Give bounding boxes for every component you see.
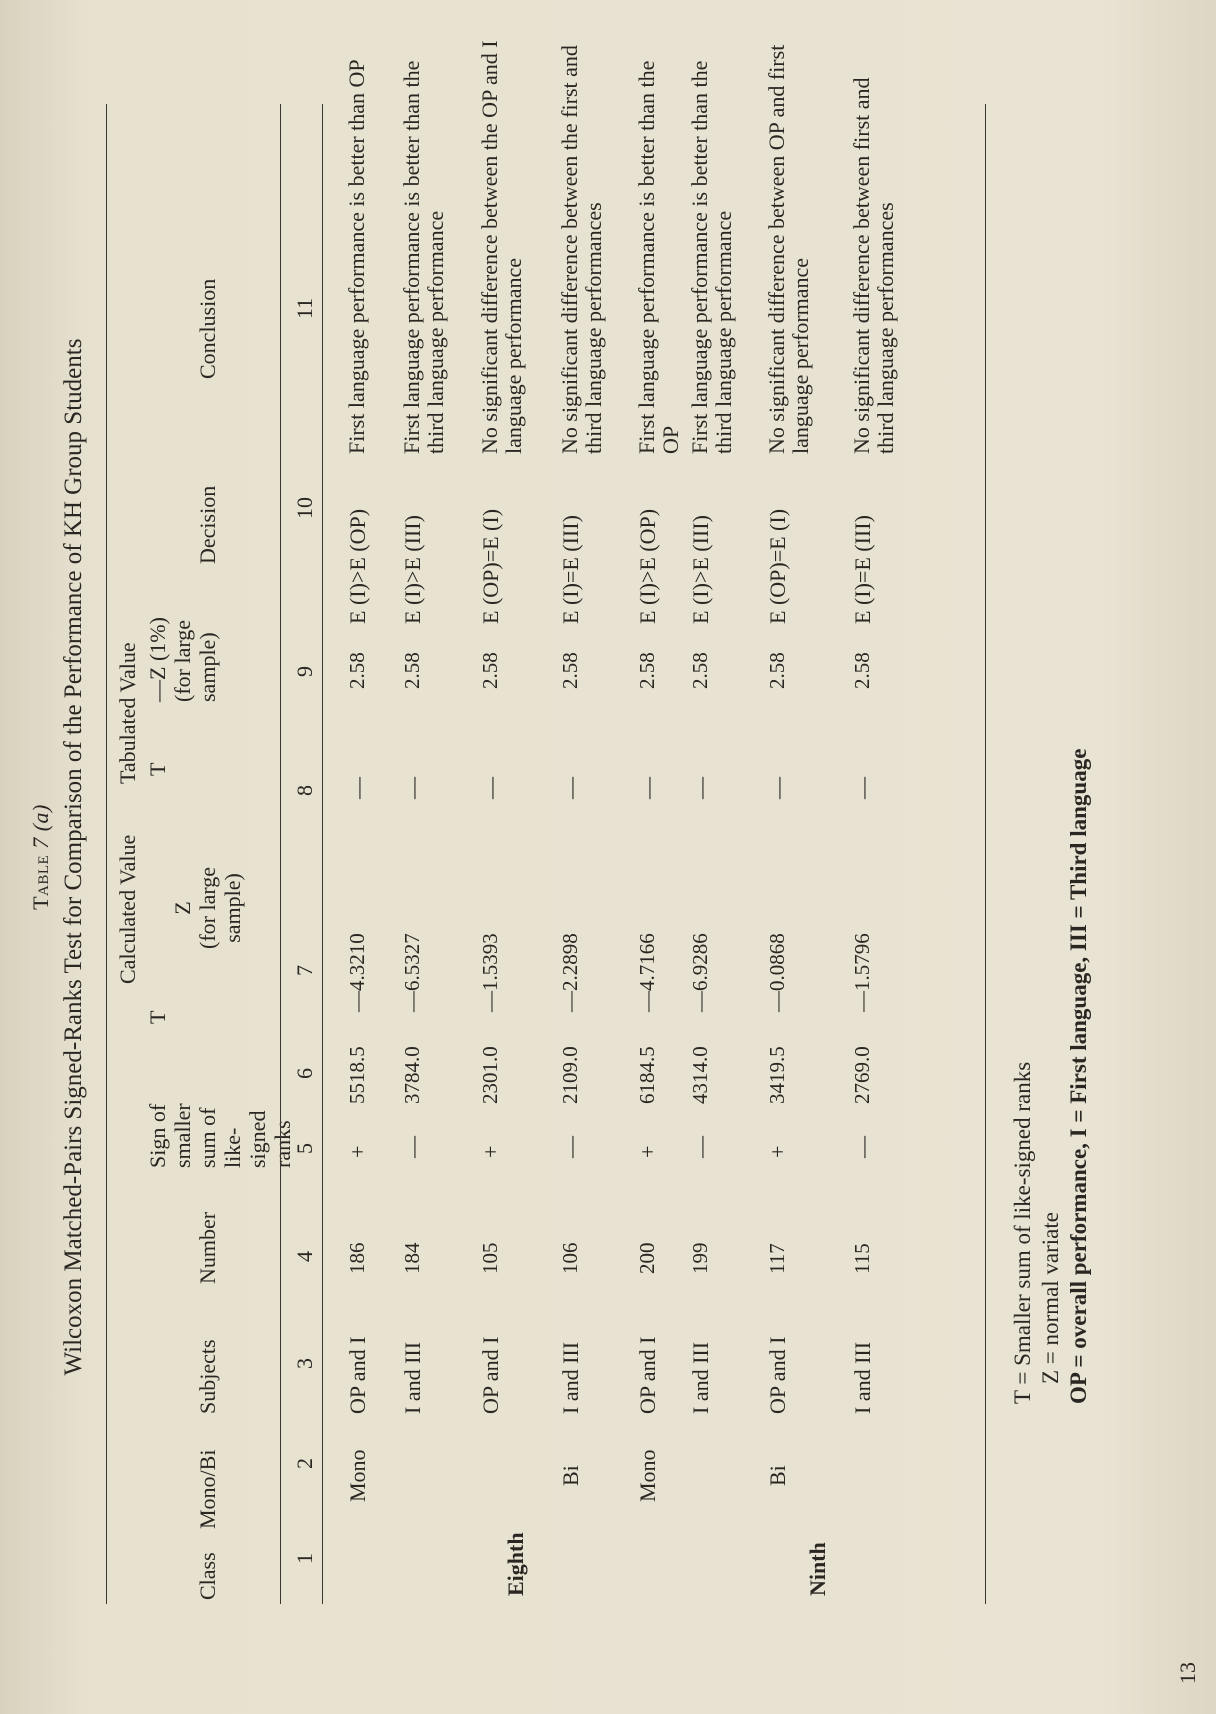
cell-t-tab: — <box>850 777 875 799</box>
cell-t: 4314.0 <box>688 1046 712 1104</box>
column-number: 11 <box>292 297 317 319</box>
cell-conclusion: No significant difference between first and third language performances <box>849 77 898 454</box>
cell-t: 3419.5 <box>765 1046 789 1104</box>
cell-t-tab: — <box>635 777 660 799</box>
header-rule <box>280 104 281 1604</box>
cell-decision: E (I)>E (III) <box>688 515 713 624</box>
cell-sign: — <box>400 1136 425 1158</box>
header-subjects: Subjects <box>195 1339 220 1414</box>
header-decision: Decision <box>195 485 220 564</box>
cell-number: 184 <box>400 1242 424 1274</box>
cell-z-tab: 2.58 <box>400 652 424 689</box>
column-number: 7 <box>292 965 317 976</box>
cell-t-tab: — <box>478 777 503 799</box>
cell-decision: E (I)=E (III) <box>850 515 875 624</box>
cell-decision: E (I)>E (OP) <box>635 508 660 624</box>
cell-conclusion: First language performance is better than the third language performance <box>687 60 736 454</box>
cell-t: 2109.0 <box>558 1046 582 1104</box>
cell-subjects: I and III <box>688 1341 713 1414</box>
cell-z: —0.0868 <box>765 933 789 1012</box>
header-z-tabulated: —Z (1%) (for large sample) <box>145 617 220 702</box>
cell-sign: — <box>558 1136 583 1158</box>
calculated-value-header: Calculated Value <box>115 834 140 984</box>
column-number: 6 <box>292 1068 317 1079</box>
cell-decision: E (I)>E (III) <box>400 515 425 624</box>
cell-z: —4.7166 <box>635 933 659 1012</box>
cell-t-tab: — <box>688 777 713 799</box>
cell-z-tab: 2.58 <box>558 652 582 689</box>
cell-t-tab: — <box>345 777 370 799</box>
cell-subjects: I and III <box>558 1341 583 1414</box>
footnote-z: Z = normal variate <box>1038 1212 1063 1384</box>
column-number-rule <box>322 104 323 1604</box>
column-number: 1 <box>292 1553 317 1564</box>
cell-mono-bi: Mono <box>345 1449 370 1502</box>
cell-z: —6.9286 <box>688 933 712 1012</box>
cell-z-tab: 2.58 <box>345 652 369 689</box>
footnote-op: OP = overall performance, I = First language, III = Third language <box>1066 748 1091 1404</box>
cell-z: —4.3210 <box>345 933 369 1012</box>
cell-decision: E (I)>E (OP) <box>345 508 370 624</box>
cell-z: —1.5393 <box>478 933 502 1012</box>
cell-decision: E (I)=E (III) <box>558 515 583 624</box>
header-t-calculated: T <box>145 1010 170 1024</box>
cell-mono-bi: Mono <box>635 1449 660 1502</box>
cell-conclusion: First language performance is better than the OP <box>634 60 683 454</box>
header-class: Class <box>195 1552 220 1600</box>
column-number: 10 <box>292 497 317 519</box>
cell-sign: + <box>478 1145 503 1158</box>
cell-subjects: I and III <box>850 1341 875 1414</box>
cell-subjects: I and III <box>400 1341 425 1414</box>
cell-t-tab: — <box>765 777 790 799</box>
table-label: Table 7 (a) <box>28 804 53 910</box>
cell-subjects: OP and I <box>478 1336 503 1414</box>
cell-z: —6.5327 <box>400 933 424 1012</box>
cell-z: —2.2898 <box>558 933 582 1012</box>
cell-conclusion: First language performance is better than the third language performance <box>399 60 448 454</box>
cell-sign: — <box>688 1136 713 1158</box>
cell-conclusion: No significant difference between the first and third language performances <box>557 45 606 454</box>
cell-conclusion: No significant difference between the OP and I language performance <box>477 40 526 454</box>
column-number: 8 <box>292 785 317 796</box>
cell-decision: E (OP)=E (I) <box>765 508 790 624</box>
class-ninth: Ninth <box>805 1542 830 1596</box>
cell-t: 2769.0 <box>850 1046 874 1104</box>
cell-t: 6184.5 <box>635 1046 659 1104</box>
cell-sign: + <box>345 1145 370 1158</box>
page-number: 13 <box>1175 1662 1200 1684</box>
cell-t: 2301.0 <box>478 1046 502 1104</box>
cell-t-tab: — <box>400 777 425 799</box>
cell-number: 115 <box>850 1243 874 1274</box>
column-number: 4 <box>292 1251 317 1262</box>
cell-number: 105 <box>478 1242 502 1274</box>
cell-z-tab: 2.58 <box>635 652 659 689</box>
cell-sign: — <box>850 1136 875 1158</box>
column-number: 5 <box>292 1143 317 1154</box>
cell-conclusion: No significant difference between OP and first language performance <box>764 44 813 454</box>
column-number: 3 <box>292 1358 317 1369</box>
header-conclusion: Conclusion <box>195 278 220 379</box>
cell-number: 199 <box>688 1242 712 1274</box>
cell-decision: E (OP)=E (I) <box>478 508 503 624</box>
cell-z-tab: 2.58 <box>688 652 712 689</box>
cell-subjects: OP and I <box>765 1336 790 1414</box>
tabulated-value-header: Tabulated Value <box>115 642 140 784</box>
cell-t-tab: — <box>558 777 583 799</box>
top-rule <box>106 104 107 1604</box>
table-title: Wilcoxon Matched-Pairs Signed-Ranks Test for Comparison of the Performance of KH Group Students <box>60 338 87 1376</box>
header-t-tabulated: T <box>145 762 170 776</box>
header-sign: Sign of smaller sum of like- signed ranks <box>145 1103 295 1168</box>
cell-z-tab: 2.58 <box>850 652 874 689</box>
cell-z-tab: 2.58 <box>478 652 502 689</box>
bottom-rule <box>985 104 986 1604</box>
cell-z-tab: 2.58 <box>765 652 789 689</box>
cell-z: —1.5796 <box>850 933 874 1012</box>
header-number: Number <box>195 1211 220 1284</box>
cell-sign: + <box>635 1145 660 1158</box>
class-eighth: Eighth <box>503 1532 528 1596</box>
cell-number: 117 <box>765 1243 789 1274</box>
cell-mono-bi: Bi <box>765 1465 790 1486</box>
cell-subjects: OP and I <box>345 1336 370 1414</box>
cell-sign: + <box>765 1145 790 1158</box>
cell-conclusion: First language performance is better than OP <box>344 59 369 454</box>
cell-subjects: OP and I <box>635 1336 660 1414</box>
cell-t: 5518.5 <box>345 1046 369 1104</box>
cell-t: 3784.0 <box>400 1046 424 1104</box>
column-number: 9 <box>292 666 317 677</box>
cell-number: 106 <box>558 1242 582 1274</box>
cell-number: 186 <box>345 1242 369 1274</box>
header-mono-bi: Mono/Bi <box>195 1449 220 1529</box>
header-z: Z (for large sample) <box>170 866 245 949</box>
column-number: 2 <box>292 1458 317 1469</box>
cell-mono-bi: Bi <box>558 1465 583 1486</box>
cell-number: 200 <box>635 1242 659 1274</box>
footnote-t: T = Smaller sum of like-signed ranks <box>1010 1061 1035 1404</box>
